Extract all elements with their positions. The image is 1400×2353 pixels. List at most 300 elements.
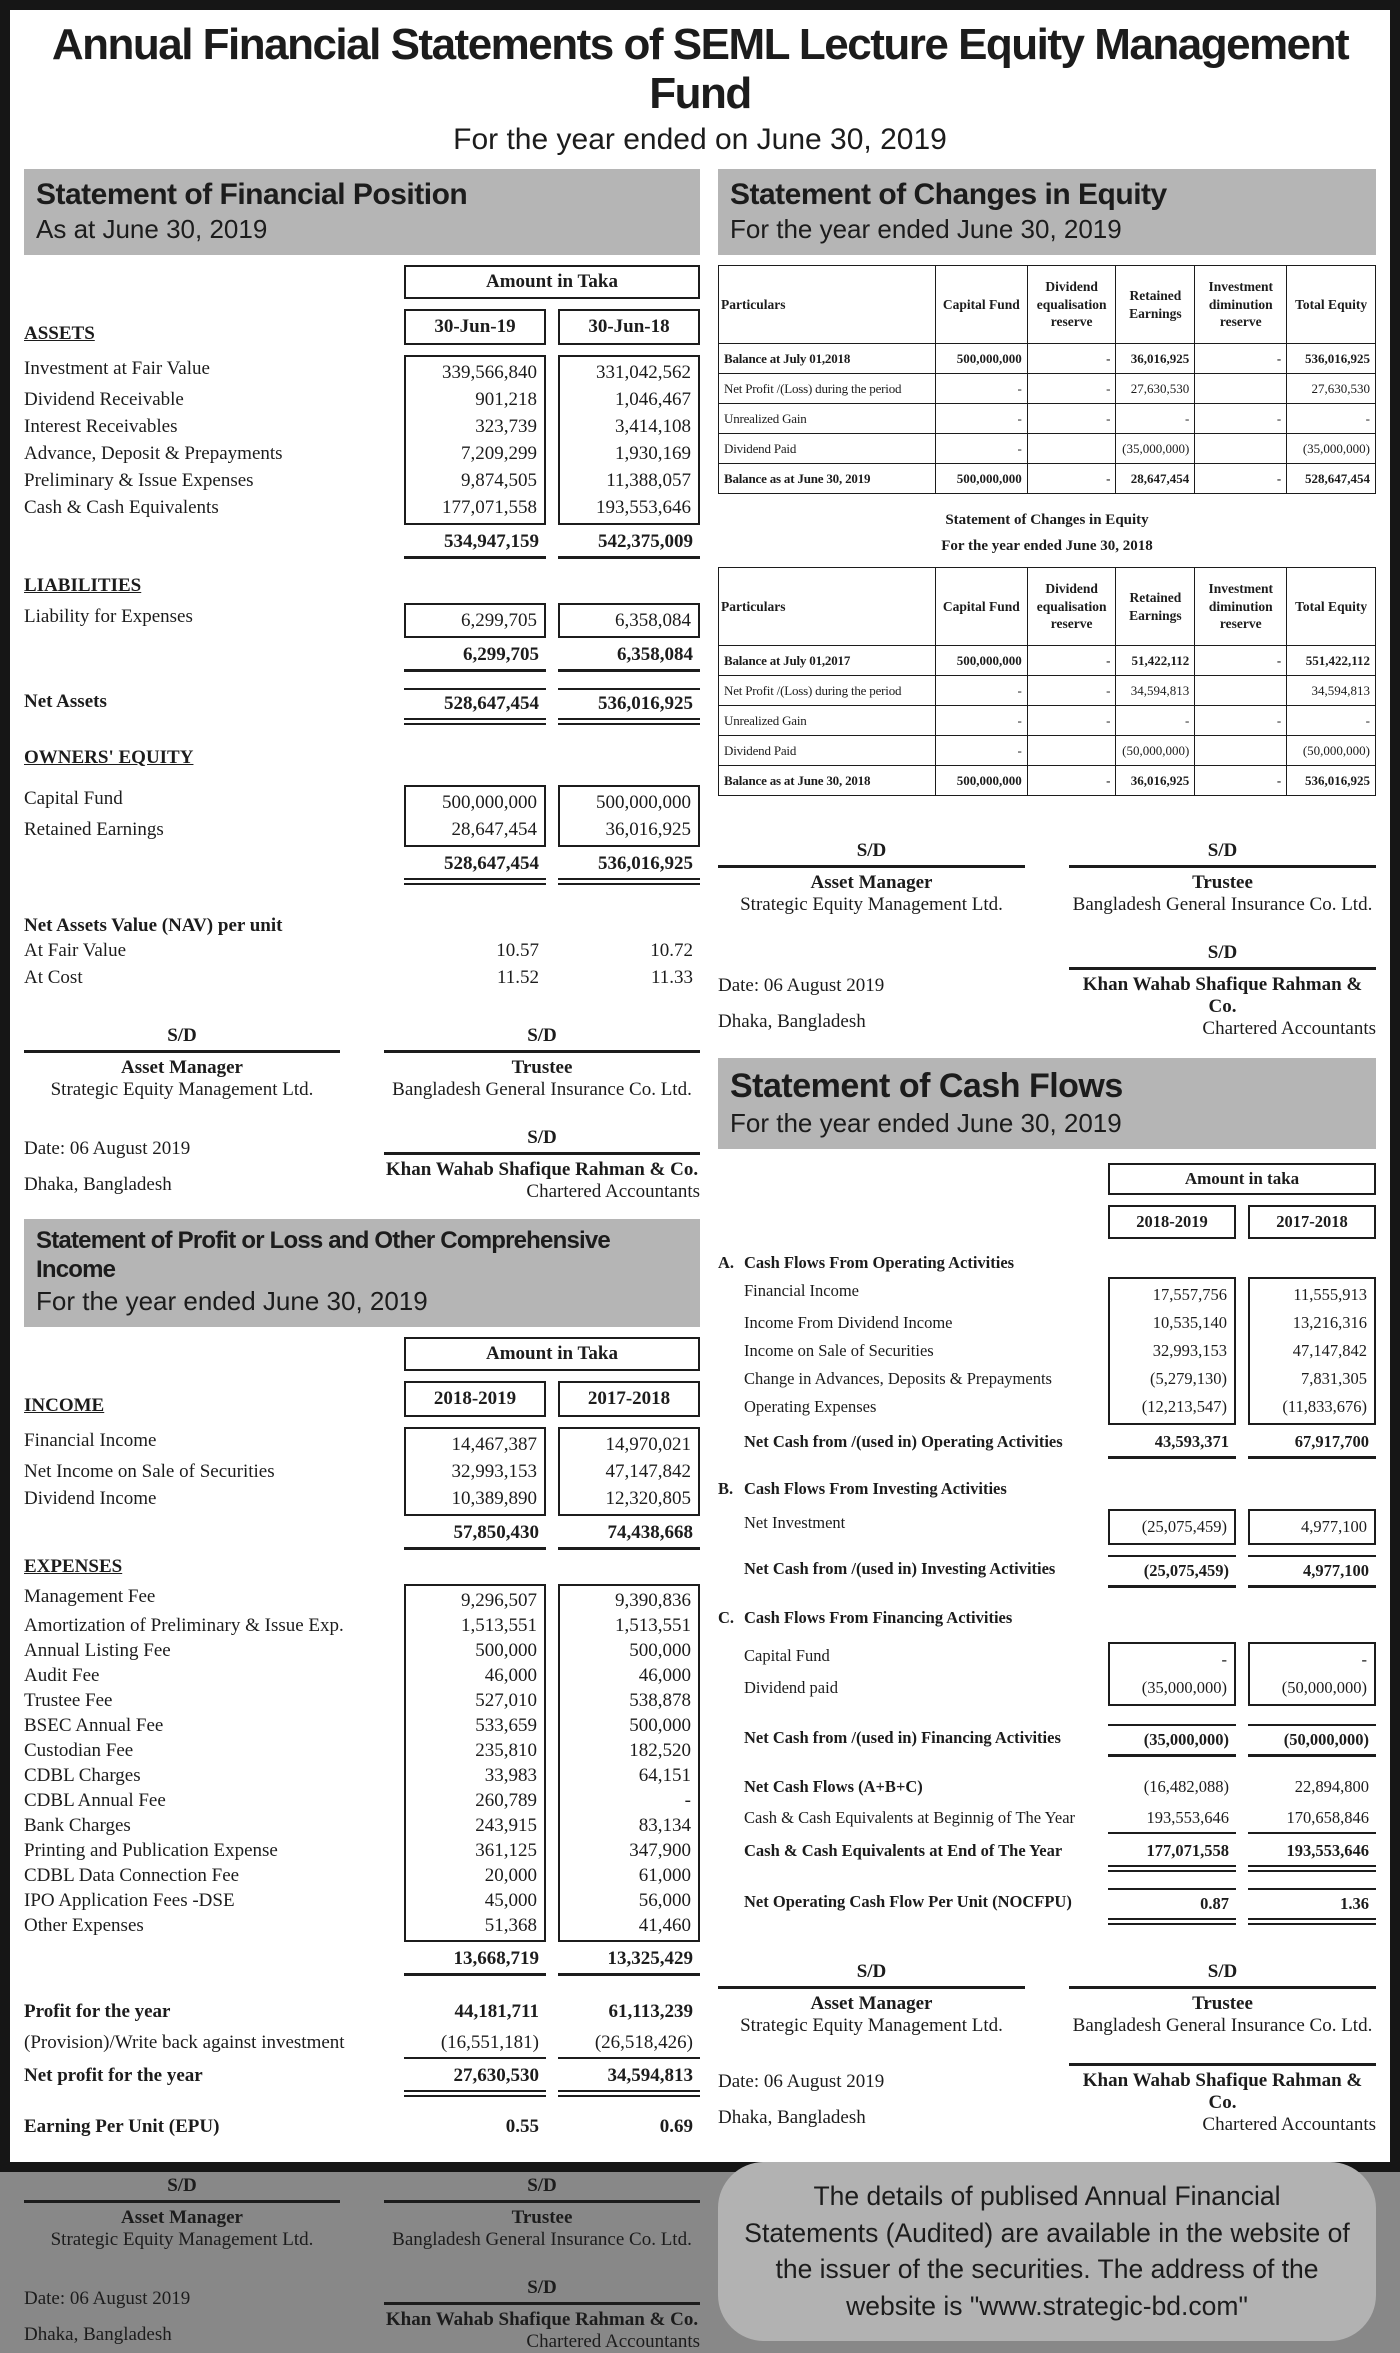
total-equity-value: 551,422,112: [1287, 646, 1376, 676]
section-b-title: Cash Flows From Investing Activities: [744, 1479, 1007, 1499]
investment-diminution-value: [1195, 736, 1287, 766]
table-row: [24, 1763, 700, 1788]
expenses-total-col1: 13,668,719: [404, 1945, 546, 1976]
equity-table-row: [719, 646, 1376, 676]
cashflow-column-header-row: [718, 1205, 1376, 1239]
row-label: Annual Listing Fee: [24, 1640, 171, 1662]
value-col1: 10.57: [496, 940, 539, 962]
signature-line: [24, 2200, 340, 2203]
income-rows: [24, 1427, 700, 1516]
assets-section-label: ASSETS: [24, 323, 95, 345]
owners-equity-rows: [24, 785, 700, 847]
table-row: [718, 1674, 1376, 1706]
equity-header: [718, 169, 1376, 256]
signature-line: [1069, 967, 1376, 970]
trustee-company: Bangladesh General Insurance Co. Ltd.: [1072, 2015, 1373, 2037]
row-label: Custodian Fee: [24, 1740, 134, 1762]
expenses-section-label: EXPENSES: [24, 1556, 123, 1578]
row-label: CDBL Data Connection Fee: [24, 1865, 240, 1887]
investing-rows: [718, 1509, 1376, 1545]
col-total-equity: Total Equity: [1287, 266, 1376, 344]
profit-for-year-row: [24, 1998, 700, 2026]
auditor-name: Khan Wahab Shafique Rahman & Co.: [385, 2309, 699, 2331]
row-particulars: Balance as at June 30, 2018: [719, 766, 936, 796]
operating-net-label: Net Cash from /(used in) Operating Activities: [744, 1432, 1063, 1452]
amount-in-taka-label: Amount in Taka: [404, 1337, 700, 1371]
dividend-equalisation-value: -: [1027, 374, 1116, 404]
cash-beginning-col2: 170,658,846: [1248, 1804, 1376, 1834]
asset-manager-company: Strategic Equity Management Ltd.: [50, 1079, 314, 1101]
sd-label: S/D: [527, 1127, 557, 1149]
cash-ending-row: [718, 1837, 1376, 1872]
sd-label: S/D: [856, 840, 887, 862]
cashflow-title: Statement of Cash Flows: [730, 1067, 1123, 1106]
table-row: [24, 1788, 700, 1813]
financing-net-row: [718, 1724, 1376, 1757]
value-col2: 36,016,925: [558, 816, 700, 847]
signature-line: [718, 1986, 1025, 1989]
sd-label: S/D: [1207, 840, 1238, 862]
amount-in-taka-label: Amount in taka: [1108, 1163, 1376, 1195]
value-col1: 10,389,890: [404, 1485, 546, 1516]
auditor-signature: [1069, 942, 1376, 1040]
value-col1: 28,647,454: [404, 816, 546, 847]
value-col1: 9,296,507: [404, 1584, 546, 1613]
trustee-company: Bangladesh General Insurance Co. Ltd.: [392, 2229, 692, 2251]
cash-beginning-col1: 193,553,646: [1108, 1804, 1236, 1834]
signature-line: [384, 1050, 700, 1053]
dividend-equalisation-value: [1027, 434, 1116, 464]
sd-label: S/D: [527, 2277, 557, 2299]
row-particulars: Net Profit /(Loss) during the period: [719, 676, 936, 706]
value-col1: 260,789: [404, 1788, 546, 1813]
row-label: Income on Sale of Securities: [744, 1341, 934, 1361]
profit-label: Profit for the year: [24, 2001, 171, 2023]
table-row: [24, 1813, 700, 1838]
column-header-2018-2019: 2018-2019: [1108, 1205, 1236, 1239]
provision-label: (Provision)/Write back against investment: [24, 2032, 345, 2054]
value-col1: 533,659: [404, 1713, 546, 1738]
value-col1: 32,993,153: [404, 1458, 546, 1485]
net-profit-label: Net profit for the year: [24, 2065, 203, 2087]
income-total-col2: 74,438,668: [558, 1519, 700, 1550]
retained-earnings-value: 51,422,112: [1116, 646, 1195, 676]
row-label: Cash & Cash Equivalents: [24, 497, 219, 519]
table-row: [24, 603, 700, 638]
equity-table-header-row: [719, 568, 1376, 646]
net-assets-row: [24, 688, 700, 725]
row-particulars: Balance at July 01,2018: [719, 344, 936, 374]
equity-table-row: [719, 676, 1376, 706]
value-col1: (12,213,547): [1108, 1393, 1236, 1425]
value-col1: 20,000: [404, 1863, 546, 1888]
owners-equity-section-label: OWNERS' EQUITY: [24, 747, 194, 769]
row-label: Financial Income: [744, 1281, 860, 1301]
operating-net-col1: 43,593,371: [1108, 1428, 1236, 1459]
col-particulars: Particulars: [719, 568, 936, 646]
row-label: Bank Charges: [24, 1815, 131, 1837]
value-col1: 11.52: [496, 967, 539, 989]
value-col2: 41,460: [558, 1913, 700, 1942]
value-col1: 177,071,558: [404, 494, 546, 525]
cashflow-header: [718, 1058, 1376, 1149]
capital-fund-value: -: [935, 404, 1027, 434]
row-label: Dividend Receivable: [24, 389, 184, 411]
dividend-equalisation-value: [1027, 736, 1116, 766]
financing-rows: [718, 1642, 1376, 1706]
auditor-title: Chartered Accountants: [526, 2331, 700, 2353]
income-total-col1: 57,850,430: [404, 1519, 546, 1550]
value-col1: 243,915: [404, 1813, 546, 1838]
row-label: Operating Expenses: [744, 1397, 877, 1417]
row-label: Audit Fee: [24, 1665, 100, 1687]
retained-earnings-value: -: [1116, 404, 1195, 434]
page-subtitle: For the year ended on June 30, 2019: [453, 122, 947, 156]
table-row: [24, 494, 700, 525]
dividend-equalisation-value: -: [1027, 646, 1116, 676]
asset-manager-company: Strategic Equity Management Ltd.: [740, 2015, 1003, 2037]
sofp-title: Statement of Financial Position: [36, 177, 468, 211]
auditor-title: Chartered Accountants: [526, 1181, 700, 1203]
row-label: At Fair Value: [24, 940, 127, 962]
trustee-signature: [384, 1025, 700, 1101]
value-col1: 32,993,153: [1108, 1337, 1236, 1365]
expenses-total-col2: 13,325,429: [558, 1945, 700, 1976]
value-col1: 323,739: [404, 413, 546, 440]
operating-net-row: [718, 1428, 1376, 1459]
pnl-header: [24, 1219, 700, 1327]
asset-manager-signature: [718, 840, 1025, 916]
value-col1: 7,209,299: [404, 440, 546, 467]
table-row: [24, 1485, 700, 1516]
retained-earnings-value: 34,594,813: [1116, 676, 1195, 706]
sofp-header: [24, 169, 700, 256]
signature-line: [384, 1152, 700, 1155]
section-b-heading: [718, 1475, 1376, 1503]
value-col2: 500,000: [558, 1713, 700, 1738]
date-place-block: [718, 968, 1025, 1040]
trustee-role: Trustee: [1192, 872, 1253, 894]
income-section-label: INCOME: [24, 1395, 105, 1417]
sd-label: S/D: [167, 2175, 197, 2197]
equity-subtitle: For the year ended June 30, 2019: [730, 213, 1122, 244]
table-row: [718, 1509, 1376, 1545]
value-col1: 14,467,387: [404, 1427, 546, 1458]
profit-col2: 61,113,239: [608, 2001, 693, 2023]
capital-fund-value: 500,000,000: [935, 464, 1027, 494]
capital-fund-value: 500,000,000: [935, 766, 1027, 796]
cash-ending-label: Cash & Cash Equivalents at End of The Year: [744, 1841, 1063, 1861]
signature-line: [384, 2302, 700, 2305]
value-col1: 235,810: [404, 1738, 546, 1763]
value-col2: 500,000: [558, 1638, 700, 1663]
asset-manager-role: Asset Manager: [810, 1993, 933, 2015]
liabilities-section-label: LIABILITIES: [24, 575, 142, 597]
investing-net-col1: (25,075,459): [1108, 1555, 1236, 1588]
row-particulars: Dividend Paid: [719, 434, 936, 464]
liabilities-total-row: [24, 641, 700, 672]
value-col2: 46,000: [558, 1663, 700, 1688]
trustee-role: Trustee: [511, 1057, 573, 1079]
date-line: Date: 06 August 2019: [718, 2071, 885, 2093]
asset-manager-signature: [718, 1961, 1025, 2037]
section-a-title: Cash Flows From Operating Activities: [744, 1253, 1015, 1273]
investment-diminution-value: -: [1195, 766, 1287, 796]
table-row: [718, 1393, 1376, 1425]
value-col1: 527,010: [404, 1688, 546, 1713]
trustee-signature: [384, 2175, 700, 2251]
date-place-block: [24, 1131, 340, 1203]
col-particulars: Particulars: [719, 266, 936, 344]
table-row: [24, 1838, 700, 1863]
signature-line: [1069, 865, 1376, 868]
sd-label: S/D: [167, 1025, 197, 1047]
pnl-title: Statement of Profit or Loss and Other Comprehensive Income: [36, 1227, 610, 1283]
retained-earnings-value: -: [1116, 706, 1195, 736]
provision-col2: (26,518,426): [558, 2029, 700, 2059]
asset-manager-role: Asset Manager: [810, 872, 933, 894]
sd-label: S/D: [1207, 1961, 1238, 1983]
section-c-heading: [718, 1604, 1376, 1632]
value-col2: (50,000,000): [1248, 1674, 1376, 1706]
equity-table-2018: [718, 567, 1376, 796]
value-col1: 10,535,140: [1108, 1309, 1236, 1337]
date-line: Date: 06 August 2019: [718, 974, 885, 996]
value-col2: -: [558, 1788, 700, 1813]
total-equity-value: 536,016,925: [1287, 766, 1376, 796]
table-row: [24, 413, 700, 440]
col-total-equity: Total Equity: [1287, 568, 1376, 646]
value-col2: 1,046,467: [558, 386, 700, 413]
table-row: [24, 785, 700, 816]
investing-net-label: Net Cash from /(used in) Investing Activities: [744, 1559, 1056, 1579]
row-label: Capital Fund: [24, 788, 123, 810]
value-col1: 339,566,840: [404, 355, 546, 386]
value-col2: 10.72: [650, 940, 693, 962]
value-col2: 182,520: [558, 1738, 700, 1763]
net-assets-label: Net Assets: [24, 691, 107, 713]
row-label: Management Fee: [24, 1586, 156, 1608]
value-col1: 9,874,505: [404, 467, 546, 494]
equity-table-header-row: [719, 266, 1376, 344]
row-label: Printing and Publication Expense: [24, 1840, 278, 1862]
sd-label: S/D: [527, 1025, 557, 1047]
trustee-company: Bangladesh General Insurance Co. Ltd.: [392, 1079, 692, 1101]
sofp-body: [24, 265, 700, 991]
left-column: [24, 169, 700, 2353]
pnl-signatures: [24, 2175, 700, 2353]
date-place-block: [718, 2064, 1025, 2136]
capital-fund-value: 500,000,000: [935, 646, 1027, 676]
cash-ending-col2: 193,553,646: [1248, 1837, 1376, 1872]
section-a-heading: [718, 1249, 1376, 1277]
row-label: Trustee Fee: [24, 1690, 113, 1712]
retained-earnings-value: 36,016,925: [1116, 766, 1195, 796]
amount-header-row: [718, 1163, 1376, 1195]
cash-beginning-label: Cash & Cash Equivalents at Beginnig of The Year: [744, 1808, 1076, 1828]
sofp-subtitle: As at June 30, 2019: [36, 213, 268, 244]
value-col2: 14,970,021: [558, 1427, 700, 1458]
trustee-signature: [1069, 840, 1376, 916]
sd-label: S/D: [856, 1961, 887, 1983]
table-row: [24, 1458, 700, 1485]
expenses-total-row: [24, 1945, 700, 1976]
table-row: [718, 1309, 1376, 1337]
dividend-equalisation-value: -: [1027, 464, 1116, 494]
amount-header-row: [24, 265, 700, 299]
value-col2: 11.33: [650, 967, 693, 989]
nocfpu-row: [718, 1888, 1376, 1925]
date-line: Date: 06 August 2019: [24, 2287, 191, 2309]
table-row: [24, 1663, 700, 1688]
total-equity-value: 27,630,530: [1287, 374, 1376, 404]
capital-fund-value: -: [935, 434, 1027, 464]
retained-earnings-value: (35,000,000): [1116, 434, 1195, 464]
row-label: CDBL Annual Fee: [24, 1790, 166, 1812]
provision-row: [24, 2029, 700, 2059]
row-label: Amortization of Preliminary & Issue Exp.: [24, 1615, 344, 1637]
profit-col1: 44,181,711: [454, 2001, 539, 2023]
value-col2: 56,000: [558, 1888, 700, 1913]
row-label: Dividend paid: [744, 1678, 838, 1698]
row-label: Capital Fund: [744, 1646, 830, 1666]
equity-table-row: [719, 404, 1376, 434]
financing-net-col1: (35,000,000): [1108, 1724, 1236, 1757]
row-label: CDBL Charges: [24, 1765, 141, 1787]
equity-table-row: [719, 736, 1376, 766]
capital-fund-value: 500,000,000: [935, 344, 1027, 374]
cashflow-signatures: [718, 1961, 1376, 2136]
row-particulars: Dividend Paid: [719, 736, 936, 766]
signature-line: [384, 2200, 700, 2203]
net-profit-row: [24, 2062, 700, 2097]
total-equity-value: 528,647,454: [1287, 464, 1376, 494]
total-equity-value: 536,016,925: [1287, 344, 1376, 374]
value-col1: 500,000,000: [404, 785, 546, 816]
column-header-2017-2018: 2017-2018: [1248, 1205, 1376, 1239]
asset-manager-signature: [24, 2175, 340, 2251]
value-col2: 331,042,562: [558, 355, 700, 386]
row-particulars: Balance at July 01,2017: [719, 646, 936, 676]
value-col1: -: [1108, 1642, 1236, 1674]
equity-table-row: [719, 464, 1376, 494]
net-profit-col1: 27,630,530: [404, 2062, 546, 2097]
place-line: Dhaka, Bangladesh: [718, 1010, 866, 1032]
place-line: Dhaka, Bangladesh: [718, 2107, 866, 2129]
dividend-equalisation-value: -: [1027, 676, 1116, 706]
total-equity-value: -: [1287, 404, 1376, 434]
trustee-role: Trustee: [511, 2207, 573, 2229]
equity-table-row: [719, 344, 1376, 374]
value-col2: -: [1248, 1642, 1376, 1674]
table-row: [24, 1427, 700, 1458]
auditor-title: Chartered Accountants: [1202, 1018, 1376, 1040]
row-label: Liability for Expenses: [24, 606, 193, 628]
table-row: [24, 386, 700, 413]
investment-diminution-value: -: [1195, 706, 1287, 736]
capital-fund-value: -: [935, 676, 1027, 706]
column-header-2018-2019: 2018-2019: [404, 1381, 546, 1417]
table-row: [24, 1638, 700, 1663]
retained-earnings-value: 28,647,454: [1116, 464, 1195, 494]
investment-diminution-value: -: [1195, 646, 1287, 676]
publication-note: The details of publised Annual Financial Statements (Audited) are available in the website of the issuer of the securities. The address of the website is "www.strategic-bd.com": [718, 2162, 1376, 2340]
net-assets-col1: 528,647,454: [404, 688, 546, 725]
operating-rows: [718, 1277, 1376, 1425]
value-col2: 83,134: [558, 1813, 700, 1838]
net-cash-flows-col1: (16,482,088): [1143, 1777, 1229, 1797]
value-col2: 1,930,169: [558, 440, 700, 467]
section-c-letter: C.: [718, 1608, 735, 1628]
nav-rows: [24, 937, 700, 991]
row-label: Interest Receivables: [24, 416, 178, 438]
value-col2: 3,414,108: [558, 413, 700, 440]
dividend-equalisation-value: -: [1027, 766, 1116, 796]
col-retained-earnings: Retained Earnings: [1116, 266, 1195, 344]
row-label: Change in Advances, Deposits & Prepayments: [744, 1369, 1052, 1389]
signature-line: [24, 1050, 340, 1053]
table-row: [24, 1913, 700, 1942]
investment-diminution-value: [1195, 676, 1287, 706]
row-label: Preliminary & Issue Expenses: [24, 470, 254, 492]
value-col2: 47,147,842: [1248, 1337, 1376, 1365]
row-label: At Cost: [24, 967, 83, 989]
net-profit-col2: 34,594,813: [558, 2062, 700, 2097]
place-line: Dhaka, Bangladesh: [24, 1173, 172, 1195]
epu-col2: 0.69: [659, 2116, 693, 2138]
investment-diminution-value: -: [1195, 464, 1287, 494]
equity-title: Statement of Changes in Equity: [730, 177, 1167, 211]
auditor-name: Khan Wahab Shafique Rahman & Co.: [385, 1159, 699, 1181]
value-col2: 500,000,000: [558, 785, 700, 816]
auditor-name: Khan Wahab Shafique Rahman & Co.: [1082, 2070, 1363, 2114]
value-col1: 361,125: [404, 1838, 546, 1863]
value-col1: (5,279,130): [1108, 1365, 1236, 1393]
table-row: [24, 1863, 700, 1888]
epu-label: Earning Per Unit (EPU): [24, 2116, 220, 2138]
value-col1: 6,299,705: [404, 603, 546, 638]
column-header-2017-2018: 2017-2018: [558, 1381, 700, 1417]
table-row: [24, 1584, 700, 1613]
nocfpu-col2: 1.36: [1248, 1888, 1376, 1925]
expenses-rows: [24, 1584, 700, 1942]
table-row: [718, 1642, 1376, 1674]
financing-net-label: Net Cash from /(used in) Financing Activities: [744, 1728, 1061, 1748]
date-place-block: [24, 2281, 340, 2353]
sd-label: S/D: [527, 2175, 557, 2197]
equity-table-row: [719, 374, 1376, 404]
trustee-company: Bangladesh General Insurance Co. Ltd.: [1072, 894, 1373, 916]
auditor-name: Khan Wahab Shafique Rahman & Co.: [1082, 974, 1363, 1018]
cashflow-body: [718, 1163, 1376, 1925]
pnl-body: [24, 1337, 700, 2141]
value-col2: 347,900: [558, 1838, 700, 1863]
nav-section-label: Net Assets Value (NAV) per unit: [24, 915, 283, 937]
equity-2018-caption: [718, 508, 1376, 559]
table-row: [24, 1688, 700, 1713]
signature-line: [1069, 1986, 1376, 1989]
total-equity-value: (35,000,000): [1287, 434, 1376, 464]
asset-manager-signature: [24, 1025, 340, 1101]
assets-total-col1: 534,947,159: [404, 528, 546, 559]
table-row: [24, 1613, 700, 1638]
trustee-signature: [1069, 1961, 1376, 2037]
caption-subtitle: For the year ended June 30, 2018: [941, 537, 1153, 554]
assets-rows: [24, 355, 700, 525]
nocfpu-col1: 0.87: [1108, 1888, 1236, 1925]
nocfpu-label: Net Operating Cash Flow Per Unit (NOCFPU): [744, 1892, 1072, 1912]
sofp-signatures: [24, 1025, 700, 1203]
